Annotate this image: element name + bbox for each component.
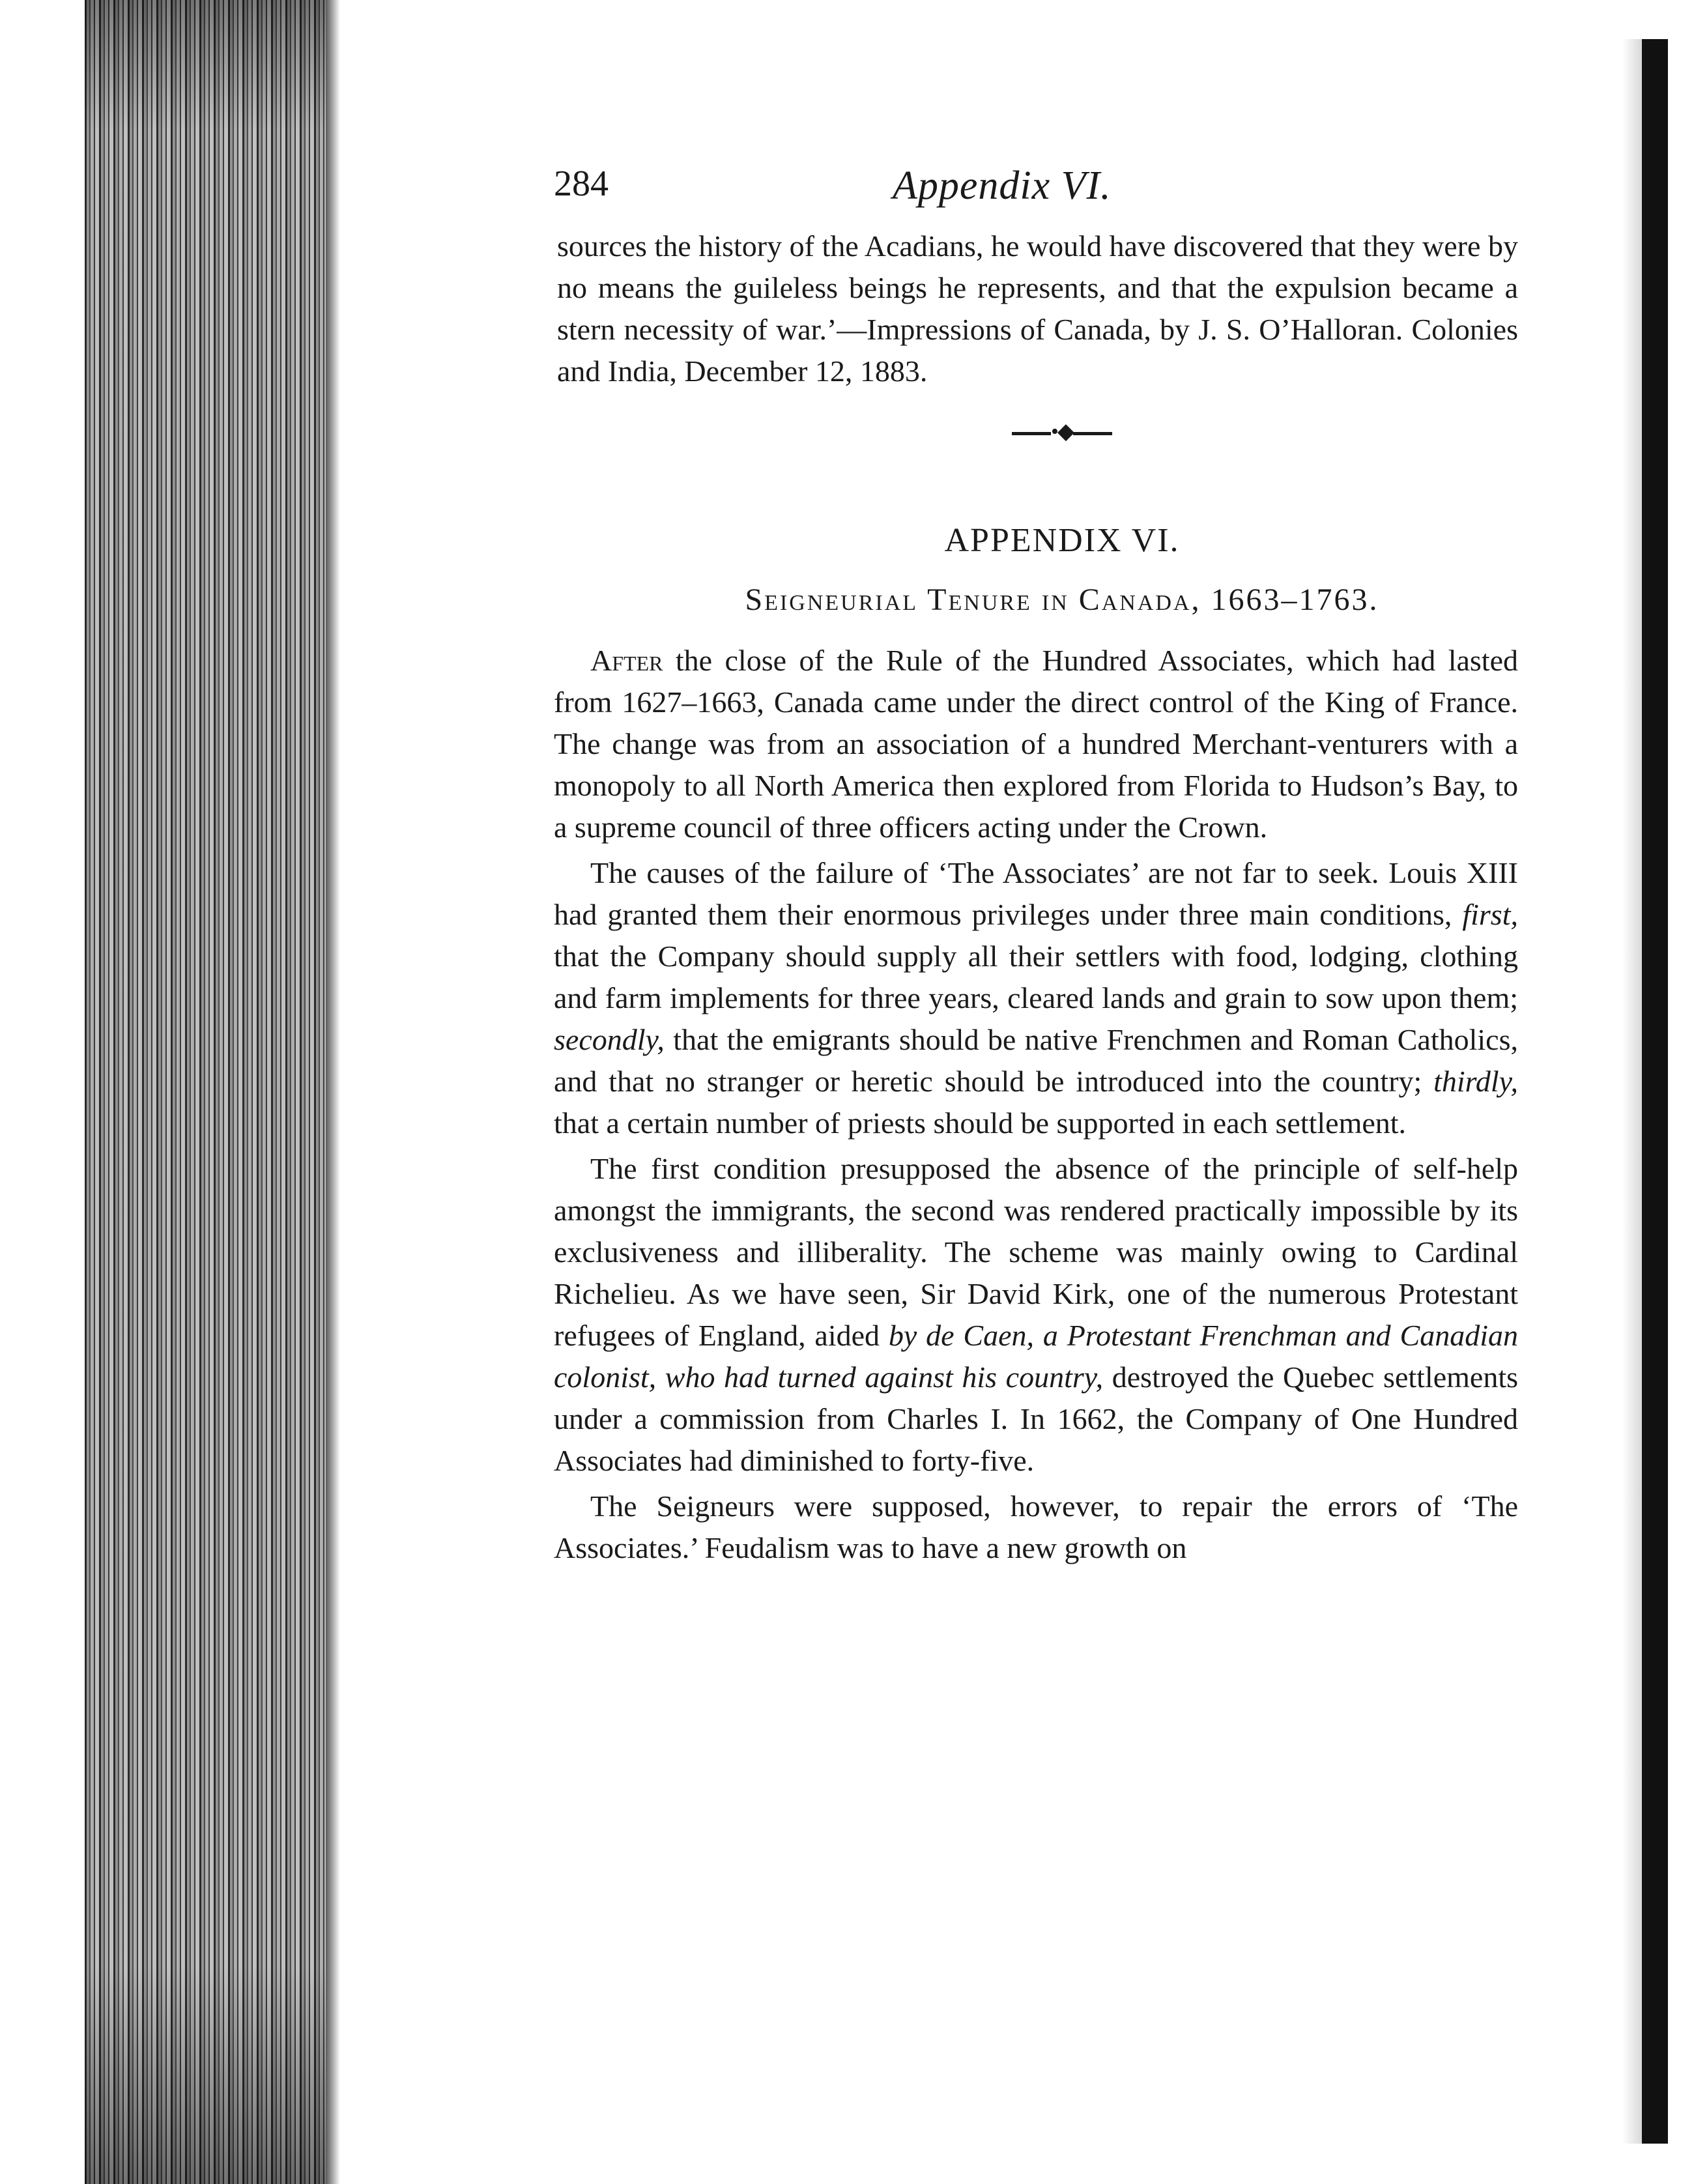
right-page-edge-shade <box>1622 39 1642 2144</box>
paragraph-2-part-b: that the Company should supply all their settlers with food, lodging, clothing and farm implements for three years, cleared lands and grain to sow upon them; <box>554 940 1518 1014</box>
running-head <box>534 143 1512 222</box>
section-ornament <box>964 418 1160 444</box>
ornament-diamonds: •◆ <box>1050 420 1074 444</box>
paragraph-4: The Seigneurs were supposed, however, to repair the errors of ‘The Associates.’ Feudalism was to have a new growth on <box>554 1489 1518 1564</box>
paragraph-2-thirdly: thirdly, <box>1433 1065 1518 1098</box>
paragraph-3-part-b: destroyed the Quebec settlements under a commission from Charles I. In 1662, the Company of One Hundred Associates had diminished to forty-five. <box>554 1360 1519 1477</box>
right-page-edge <box>1642 39 1668 2144</box>
paragraph-2-part-a: The causes of the failure of ‘The Associates’ are not far to seek. Louis XIII had granted them their enormous privileges under three main conditions, <box>554 856 1518 931</box>
continued-paragraph: sources the history of the Acadians, he would have discovered that they were by no means the guileless beings he represents, and that the expulsion became a stern necessity of war.’—Impressions of Canada, by J. S. O’Halloran. Colonies and India, December 12, 1883. <box>557 229 1518 388</box>
paragraph-2 <box>554 852 1518 1144</box>
paragraph-2-secondly: secondly, <box>554 1023 665 1056</box>
running-title: Appendix VI. <box>893 164 1112 208</box>
paragraph-3-part-a: The first condition presupposed the absence of the principle of self-help amongst the immigrants, the second was rendered practically impossible by its exclusiveness and illiberality. The scheme was mainly owing to Cardinal Richelieu. As we have seen, Sir David Kirk, one of the numerous Protestant refugees of England, aided <box>554 1152 1518 1352</box>
body-text <box>554 640 1518 1569</box>
paragraph-3-italic: by de Caen, a Protestant Frenchman and Canadian colonist, who had turned against his country, <box>554 1319 1518 1394</box>
paragraph-1-text: the close of the Rule of the Hundred Associates, which had lasted from 1627–1663, Canada came under the direct control of the King of France. The change was from an association of a hundred Merchant-venturers with a monopoly to all North America then explored from Florida to Hudson’s Bay, to a supreme council of three officers acting under the Crown. <box>554 644 1518 844</box>
appendix-subheading: Seigneurial Tenure in Canada, 1663–1763. <box>745 582 1379 617</box>
paragraph-2-part-d: that a certain number of priests should be supported in each settlement. <box>554 1106 1407 1140</box>
paragraph-1 <box>554 640 1518 848</box>
ornament-rule-left <box>1012 432 1051 435</box>
paragraph-3 <box>554 1148 1518 1482</box>
page-content <box>534 143 1519 1573</box>
paragraph-2-part-c: that the emigrants should be native Frenchmen and Roman Catholics, and that no stranger or heretic should be introduced into the country; <box>554 1023 1518 1098</box>
paragraph-2-first: first, <box>1462 898 1518 931</box>
appendix-heading: APPENDIX VI. <box>944 522 1180 559</box>
gutter-shadow <box>326 0 340 2184</box>
paragraph-1-lead: After <box>590 644 663 677</box>
page-number: 284 <box>554 164 609 204</box>
ornament-rule-right <box>1073 432 1112 435</box>
page-edges-stack <box>85 0 330 2184</box>
